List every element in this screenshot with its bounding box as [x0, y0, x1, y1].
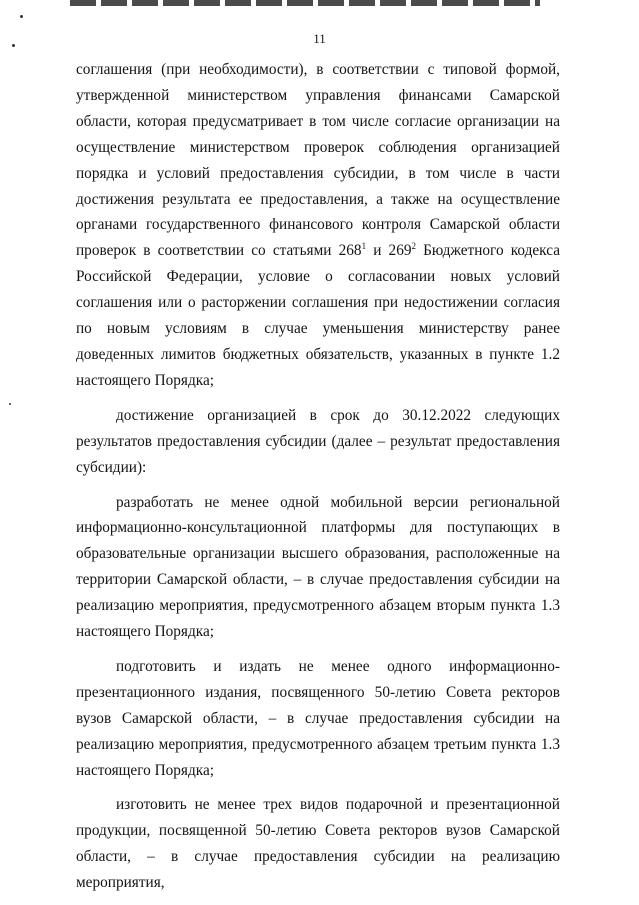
paragraph-text: Бюджетного кодекса Российской Федерации, условие о согласовании новых условий соглашения или о расторжении соглашения при недостижении согласия по новым условиям в случае уменьшения министерству ранее доведенных лимитов бюджетных обязательств, указанных в пункте 1.2 настоящего Порядка; — [76, 242, 560, 389]
footnote-superscript: 1 — [361, 241, 367, 252]
page-number: 11 — [313, 31, 326, 46]
scan-speck — [9, 403, 11, 405]
paragraph: подготовить и издать не менее одного информационно-презентационного издания, посвященного 50-летию Совета ректоров вузов Самарской области, – в случае предоставления субсидии на реализацию мероприятия, предусмотренного абзацем третьим пункта 1.3 настоящего Порядка; — [76, 657, 560, 779]
paragraph: достижение организацией в срок до 30.12.2022 следующих результатов предоставления субсидии (далее – результат предоставления субсидии): — [76, 406, 560, 476]
paragraph-text: соглашения (при необходимости), в соответствии с типовой формой, утвержденной министерством управления финансами Самарской области, которая предусматривает в том числе согласие организации на осуществление министерством проверок соблюдения организацией порядка и условий предоставления субсидии, в том числе в части достижения результата ее предоставления, а также на осуществление органами государственного финансового контроля Самарской области проверок в соответствии со статьями 268 — [76, 61, 560, 260]
footnote-superscript: 2 — [411, 241, 416, 252]
scan-speck — [20, 15, 23, 18]
document-body — [76, 57, 560, 896]
paragraph: изготовить не менее трех видов подарочной и презентационной продукции, посвященной 50-летию Совета ректоров вузов Самарской области, – в случае предоставления субсидии на реализацию мероприятия, — [76, 796, 560, 892]
paragraph-text: и 269 — [366, 242, 412, 260]
paragraph: разработать не менее одной мобильной версии региональной информационно-консультационной платформы для поступающих в образовательные организации высшего образования, расположенные на территории Самарской области, – в случае предоставления субсидии на реализацию мероприятия, предусмотренного абзацем вторым пункта 1.3 настоящего Порядка; — [76, 493, 560, 641]
paragraph — [76, 57, 560, 394]
scan-edge-artifact — [70, 0, 540, 6]
